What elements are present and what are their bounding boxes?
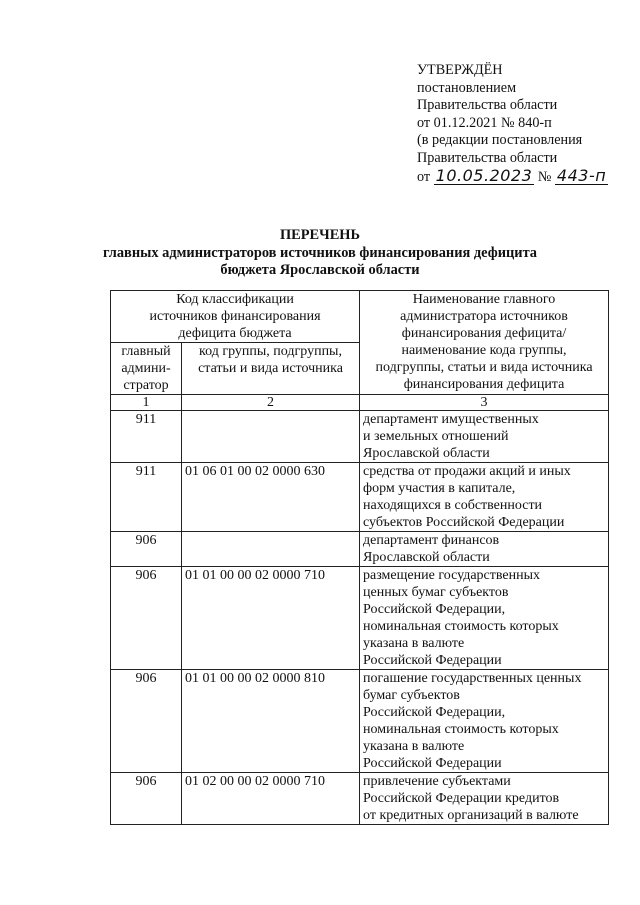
source-name: погашение государственных ценных бумаг субъектов Российской Федерации, номинальная стоимость которых указана в валюте Российской Федерации: [360, 670, 609, 773]
source-name: средства от продажи акций и иных форм участия в капитале, находящихся в собственности субъектов Российской Федерации: [360, 463, 609, 532]
table-row: [111, 463, 609, 532]
approval-line: от 01.12.2021 № 840-п: [417, 114, 552, 131]
source-code: [182, 532, 360, 567]
admin-code: 911: [111, 463, 182, 532]
handwritten-number: 443-п: [556, 165, 607, 185]
administrators-table: [110, 290, 609, 825]
source-name: привлечение субъектами Российской Федерации кредитов от кредитных организаций в валюте: [360, 773, 609, 825]
source-name: размещение государственных ценных бумаг субъектов Российской Федерации, номинальная стоимость которых указана в валюте Российской Федерации: [360, 567, 609, 670]
approval-line: Правительства области: [417, 149, 558, 166]
column-number-row: [111, 395, 609, 411]
table-row: [111, 670, 609, 773]
document-subtitle: главных администраторов источников финансирования дефицита: [102, 244, 538, 261]
column-number: 1: [111, 395, 182, 411]
source-name: департамент имущественных и земельных отношений Ярославской области: [360, 411, 609, 463]
number-prefix: №: [537, 168, 552, 185]
source-code: 01 02 00 00 02 0000 710: [182, 773, 360, 825]
admin-code: 906: [111, 773, 182, 825]
source-code: 01 06 01 00 02 0000 630: [182, 463, 360, 532]
header-chief-admin: главный админи- стратор: [111, 343, 182, 395]
source-code: [182, 411, 360, 463]
column-number: 2: [182, 395, 360, 411]
table-row: [111, 567, 609, 670]
approval-stamp: [417, 62, 617, 186]
table-row: [111, 773, 609, 825]
admin-code: 906: [111, 567, 182, 670]
source-name: департамент финансов Ярославской области: [360, 532, 609, 567]
document-heading: [0, 227, 640, 280]
admin-code: 906: [111, 670, 182, 773]
header-name: Наименование главного администратора источников финансирования дефицита/ наименование кода группы, подгруппы, статьи и вида источника финансирования дефицита: [360, 291, 609, 395]
source-code: 01 01 00 00 02 0000 810: [182, 670, 360, 773]
document-subtitle: бюджета Ярославской области: [220, 262, 420, 279]
approval-date-line: [417, 165, 617, 187]
table-row: [111, 532, 609, 567]
admin-code: 911: [111, 411, 182, 463]
document-title: ПЕРЕЧЕНЬ: [279, 227, 361, 243]
handwritten-date: 10.05.2023: [435, 165, 533, 185]
approval-line: УТВЕРЖДЁН: [417, 62, 503, 78]
header-group-code: код группы, подгруппы, статьи и вида источника: [182, 343, 360, 395]
table-header-row: [111, 291, 609, 343]
column-number: 3: [360, 395, 609, 411]
date-prefix: от: [417, 168, 431, 185]
header-classification-code: Код классификации источников финансирования дефицита бюджета: [111, 291, 360, 343]
approval-line: Правительства области: [417, 97, 558, 114]
approval-line: постановлением: [417, 79, 517, 96]
admin-code: 906: [111, 532, 182, 567]
source-code: 01 01 00 00 02 0000 710: [182, 567, 360, 670]
table-row: [111, 411, 609, 463]
approval-line: (в редакции постановления: [417, 132, 583, 149]
